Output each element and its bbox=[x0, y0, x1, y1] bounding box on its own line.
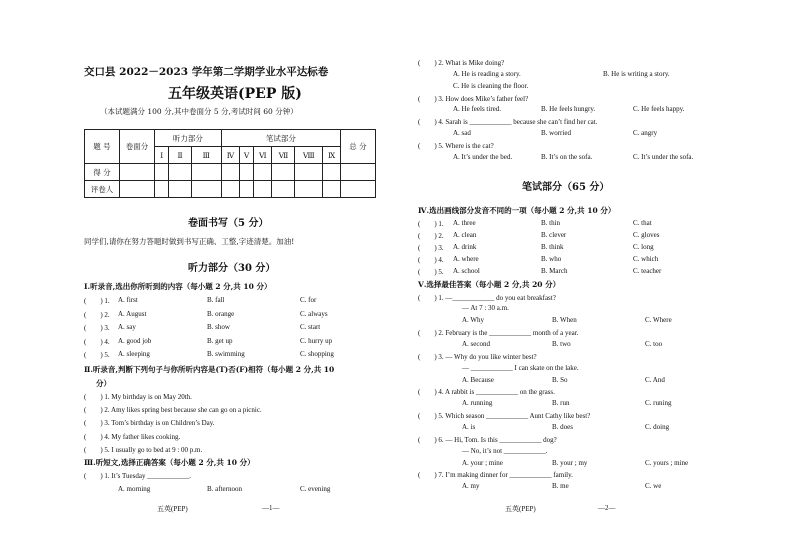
option-a: A. August bbox=[118, 310, 147, 318]
option-a: A. running bbox=[462, 399, 493, 407]
row-score-label: 得 分 bbox=[85, 164, 120, 181]
option-b: B. thin bbox=[541, 219, 561, 227]
option-a: A. drink bbox=[453, 243, 477, 251]
option-a: A. three bbox=[453, 219, 476, 227]
footer-left-page: —1— bbox=[262, 504, 280, 512]
score-table-total: 总 分 bbox=[341, 130, 376, 164]
option-c: C. gloves bbox=[633, 231, 660, 239]
option-a: A. morning bbox=[118, 485, 151, 493]
section-3-title: Ⅲ.听短文,选择正确答案（每小题 2 分,共 10 分） bbox=[84, 458, 255, 467]
numeral: Ⅴ bbox=[240, 147, 254, 164]
option-b: B. two bbox=[552, 340, 571, 348]
question-number: ( ) 5. bbox=[84, 351, 110, 359]
option-b: B. your ; my bbox=[552, 459, 588, 467]
writing-heading: 笔试部分（65 分） bbox=[522, 182, 610, 193]
question-number: ( ) 1. bbox=[418, 220, 444, 228]
score-table-listening: 听力部分 bbox=[155, 130, 222, 147]
footer-left-label: 五英(PEP) bbox=[157, 505, 188, 513]
option-c: C. yours ; mine bbox=[645, 459, 689, 467]
score-table-writing: 笔试部分 bbox=[221, 130, 340, 147]
right-q2: ( ) 2. What is Mike doing? bbox=[418, 59, 505, 67]
option-c: C. which bbox=[633, 255, 659, 263]
tf-item: ( ) 2. Amy likes spring best because she can go on a picnic. bbox=[84, 406, 262, 414]
option-c: C. And bbox=[645, 376, 665, 384]
tf-item: ( ) 5. I usually go to bed at 9 : 00 p.m. bbox=[84, 446, 203, 454]
section-2-title: Ⅱ.听录音,判断下列句子与你所听内容是(T)否(F)相符（每小题 2 分,共 10 bbox=[84, 365, 335, 374]
option-b: B. swimming bbox=[207, 350, 245, 358]
option-b: B. When bbox=[552, 316, 577, 324]
score-table-paper: 卷面分 bbox=[120, 130, 155, 164]
option-a: A. He is reading a story. bbox=[453, 70, 521, 78]
exam-subtitle: 五年级英语(PEP 版) bbox=[168, 86, 302, 102]
question-number: ( ) 4. bbox=[418, 256, 444, 264]
numeral: Ⅳ bbox=[221, 147, 239, 164]
option-b: B. afternoon bbox=[207, 485, 242, 493]
option-b: B. He feels hungry. bbox=[541, 105, 596, 113]
right-q3: ( ) 3. How does Mike’s father feel? bbox=[418, 95, 529, 103]
option-a: A. my bbox=[462, 482, 480, 490]
option-a: A. school bbox=[453, 267, 480, 275]
neatness-heading: 卷面书写（5 分） bbox=[188, 218, 269, 229]
numeral: Ⅵ bbox=[254, 147, 272, 164]
numeral: Ⅰ bbox=[155, 147, 169, 164]
option-c: C. we bbox=[645, 482, 662, 490]
option-c: C. start bbox=[300, 323, 321, 331]
option-a: A. Why bbox=[462, 316, 485, 324]
option-c: C. shopping bbox=[300, 350, 334, 358]
option-c: C. too bbox=[645, 340, 663, 348]
question-number: ( ) 2. bbox=[418, 232, 444, 240]
option-b: B. show bbox=[207, 323, 230, 331]
option-b: B. me bbox=[552, 482, 569, 490]
score-table-title: 题 号 bbox=[85, 130, 120, 164]
s5-q7: ( ) 7. I’m making dinner for ____________ family. bbox=[418, 471, 573, 479]
option-c: C. It’s under the sofa. bbox=[633, 153, 694, 161]
option-a: A. Because bbox=[462, 376, 494, 384]
section-4-title: Ⅳ.选出画线部分发音不同的一项（每小题 2 分,共 10 分） bbox=[418, 206, 616, 215]
option-c: C. hurry up bbox=[300, 337, 333, 345]
section-3-q1: ( ) 1. It’s Tuesday ____________. bbox=[84, 472, 191, 480]
question-number: ( ) 2. bbox=[84, 311, 110, 319]
option-c: C. for bbox=[300, 296, 317, 304]
option-a: A. It’s under the bed. bbox=[453, 153, 513, 161]
option-c: C. He is cleaning the floor. bbox=[453, 82, 529, 90]
s5-q1-answer: — At 7 : 30 a.m. bbox=[462, 304, 509, 312]
option-b: B. think bbox=[541, 243, 564, 251]
option-c: C. that bbox=[633, 219, 652, 227]
option-b: B. March bbox=[541, 267, 568, 275]
question-number: ( ) 3. bbox=[418, 244, 444, 252]
listening-heading: 听力部分（30 分） bbox=[188, 263, 276, 274]
footer-right-page: —2— bbox=[598, 504, 616, 512]
option-a: A. He feels tired. bbox=[453, 105, 502, 113]
s5-q6-answer: — No, it’s not ____________. bbox=[462, 447, 548, 455]
s5-q3-answer: — ____________ I can skate on the lake. bbox=[462, 364, 579, 372]
option-b: B. It’s on the sofa. bbox=[541, 153, 593, 161]
numeral: Ⅶ bbox=[272, 147, 295, 164]
option-b: B. orange bbox=[207, 310, 235, 318]
option-c: C. angry bbox=[633, 129, 658, 137]
question-number: ( ) 1. bbox=[84, 297, 110, 305]
option-c: C. long bbox=[633, 243, 654, 251]
question-number: ( ) 3. bbox=[84, 324, 110, 332]
option-b: B. clever bbox=[541, 231, 567, 239]
neatness-text: 同学们,请你在努力答题时做到书写正确、工整,字迹清楚。加油! bbox=[84, 237, 295, 246]
question-number: ( ) 4. bbox=[84, 338, 110, 346]
option-c: C. evening bbox=[300, 485, 331, 493]
section-1-title: Ⅰ.听录音,选出你所听到的内容（每小题 2 分,共 10 分） bbox=[84, 282, 272, 291]
option-c: C. teacher bbox=[633, 267, 662, 275]
s5-q2: ( ) 2. February is the ____________ month of a year. bbox=[418, 329, 579, 337]
question-number: ( ) 5. bbox=[418, 268, 444, 276]
option-a: A. sleeping bbox=[118, 350, 150, 358]
option-c: C. runing bbox=[645, 399, 672, 407]
s5-q4: ( ) 4. A rabbit is ____________ on the grass. bbox=[418, 388, 555, 396]
s5-q5: ( ) 5. Which season ____________ Aunt Cathy like best? bbox=[418, 412, 591, 420]
right-q4: ( ) 4. Sarah is ____________ because she can’t find her cat. bbox=[418, 118, 598, 126]
tf-item: ( ) 4. My father likes cooking. bbox=[84, 433, 181, 441]
option-a: A. say bbox=[118, 323, 136, 331]
exam-note: （本试题满分 100 分,其中卷面分 5 分,考试时间 60 分钟） bbox=[100, 107, 298, 116]
option-b: B. So bbox=[552, 376, 568, 384]
score-table bbox=[84, 129, 376, 198]
option-b: B. worried bbox=[541, 129, 571, 137]
option-a: A. first bbox=[118, 296, 138, 304]
numeral: Ⅱ bbox=[169, 147, 191, 164]
section-5-title: Ⅴ.选择最佳答案（每小题 2 分,共 20 分） bbox=[418, 280, 561, 289]
option-a: A. is bbox=[462, 423, 476, 431]
numeral: Ⅲ bbox=[191, 147, 221, 164]
numeral: Ⅷ bbox=[295, 147, 323, 164]
option-c: C. always bbox=[300, 310, 328, 318]
option-a: A. good job bbox=[118, 337, 152, 345]
exam-title: 交口县 2022－2023 学年第二学期学业水平达标卷 bbox=[84, 66, 329, 78]
s5-q6: ( ) 6. — Hi, Tom. Is this ____________ dog? bbox=[418, 436, 557, 444]
s5-q1: ( ) 1. —____________ do you eat breakfast? bbox=[418, 294, 556, 302]
option-b: B. does bbox=[552, 423, 573, 431]
option-c: C. Where bbox=[645, 316, 672, 324]
tf-item: ( ) 1. My birthday is on May 20th. bbox=[84, 393, 192, 401]
option-a: A. clean bbox=[453, 231, 477, 239]
right-q5: ( ) 5. Where is the cat? bbox=[418, 142, 494, 150]
section-2-title-cont: 分） bbox=[96, 379, 111, 388]
option-a: A. sad bbox=[453, 129, 471, 137]
footer-right-label: 五英(PEP) bbox=[505, 505, 536, 513]
option-b: B. fall bbox=[207, 296, 225, 304]
option-a: A. where bbox=[453, 255, 479, 263]
tf-item: ( ) 3. Tom’s birthday is on Children’s Day. bbox=[84, 419, 215, 427]
s5-q3: ( ) 3. — Why do you like winter best? bbox=[418, 353, 537, 361]
numeral: Ⅸ bbox=[323, 147, 341, 164]
option-a: A. second bbox=[462, 340, 490, 348]
option-b: B. run bbox=[552, 399, 570, 407]
option-b: B. get up bbox=[207, 337, 233, 345]
option-c: C. He feels happy. bbox=[633, 105, 685, 113]
option-c: C. doing bbox=[645, 423, 670, 431]
option-b: B. He is writing a story. bbox=[603, 70, 670, 78]
option-a: A. your ; mine bbox=[462, 459, 503, 467]
row-grader-label: 评卷人 bbox=[85, 181, 120, 198]
option-b: B. who bbox=[541, 255, 562, 263]
